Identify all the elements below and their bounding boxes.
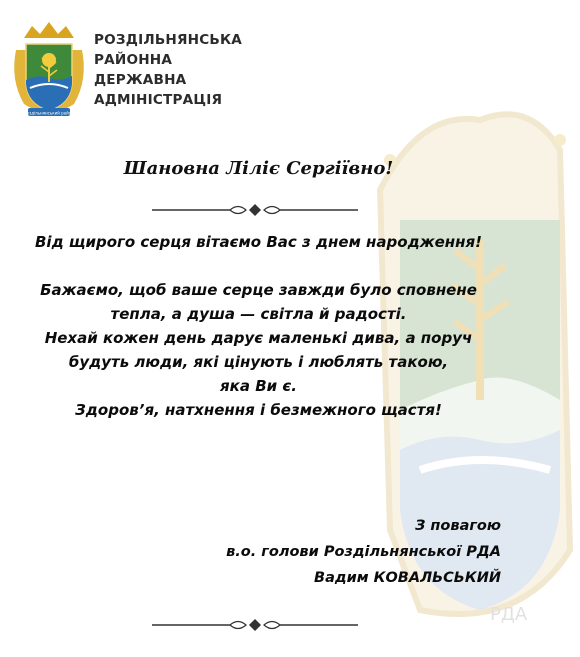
signature-name: Вадим КОВАЛЬСЬКИЙ	[314, 570, 501, 586]
org-name-line-4: АДМІНІСТРАЦІЯ	[94, 92, 223, 108]
greeting-line: Від щирого серця вітаємо Вас з днем народження!	[35, 233, 482, 251]
wish-line-6: Здоров’я, натхнення і безмежного щастя!	[75, 401, 442, 419]
ornament-divider-bottom	[150, 617, 360, 633]
ornament-divider-top	[150, 202, 360, 218]
signature-block	[226, 513, 501, 591]
salutation: Шановна Ліліє Сергіївно!	[123, 158, 394, 179]
letter-body	[0, 230, 517, 422]
wish-line-1: Бажаємо, щоб ваше серце завжди було сповнене	[40, 281, 477, 299]
svg-text:РДА: РДА	[490, 604, 528, 625]
wish-line-5: яка Ви є.	[220, 377, 297, 395]
org-name-line-2: РАЙОННА	[94, 52, 173, 68]
signature-closing: З повагою	[415, 518, 501, 534]
wish-line-3: Нехай кожен день дарує маленькі дива, а поруч	[44, 329, 473, 347]
organization-name	[94, 30, 274, 110]
signature-position: в.о. голови Роздільнянської РДА	[226, 544, 501, 560]
emblem-ribbon-text: Роздільнянський район	[24, 110, 74, 116]
wish-line-4: будуть люди, які цінують і люблять такою,	[68, 353, 449, 371]
org-name-line-1: РОЗДІЛЬНЯНСЬКА	[94, 32, 242, 48]
header	[10, 20, 270, 120]
coat-of-arms-logo	[10, 20, 88, 120]
wish-line-2: тепла, а душа — світла й радості.	[110, 305, 407, 323]
org-name-line-3: ДЕРЖАВНА	[94, 72, 187, 88]
